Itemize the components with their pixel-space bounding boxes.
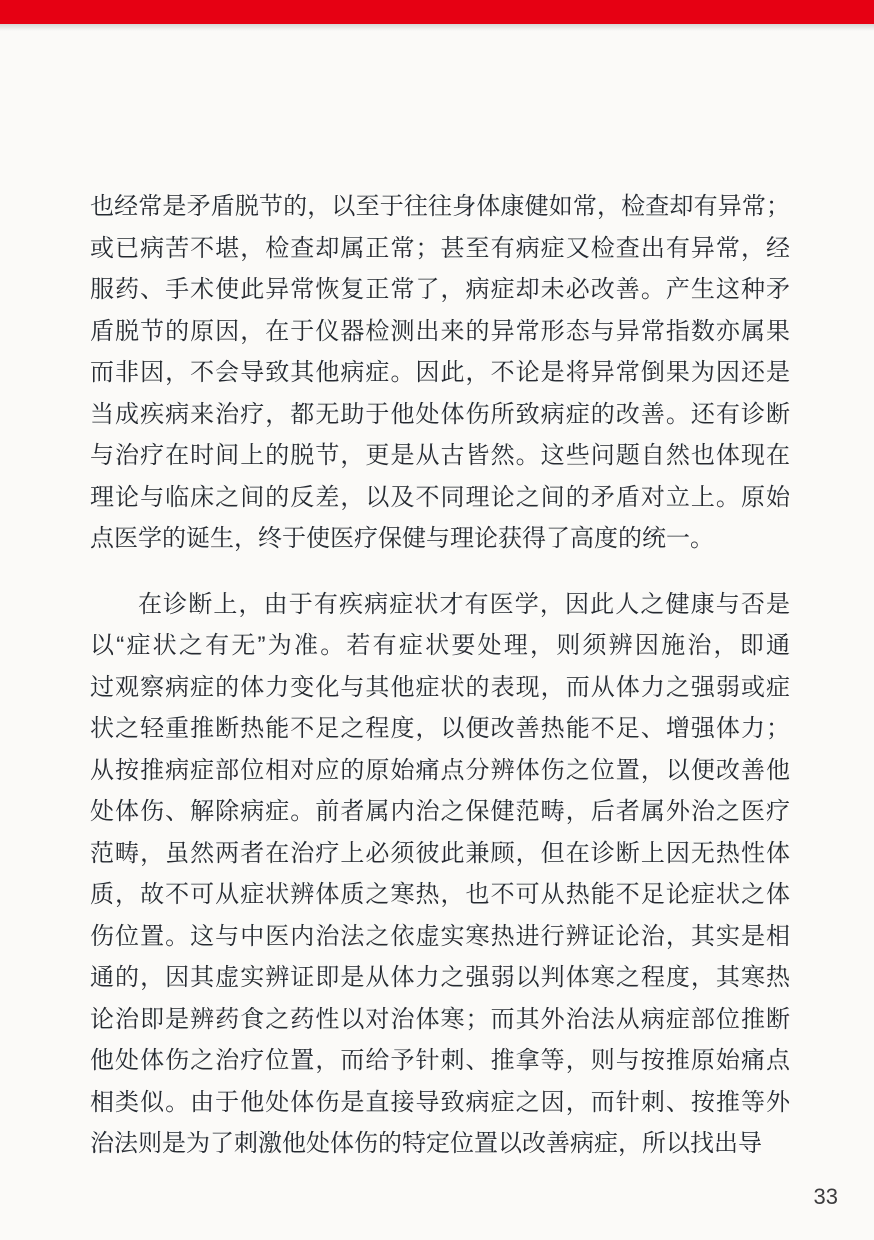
- text-line: 或已病苦不堪，检查却属正常；甚至有病症又检查出有异常，经: [90, 234, 790, 262]
- text-line: 范畴，虽然两者在治疗上必须彼此兼顾，但在诊断上因无热性体: [90, 839, 790, 867]
- paragraph: [90, 186, 790, 560]
- text-line: 状之轻重推断热能不足之程度，以便改善热能不足、增强体力；: [90, 715, 790, 742]
- text-line: 质，故不可从症状辨体质之寒热，也不可从热能不足论症状之体: [90, 881, 790, 908]
- text-line: 与治疗在时间上的脱节，更是从古皆然。这些问题自然也体现在: [90, 442, 790, 469]
- text-line: 伤位置。这与中医内治法之依虚实寒热进行辨证论治，其实是相: [90, 922, 790, 950]
- text-line: 点医学的诞生，终于使医疗保健与理论获得了高度的统一。: [90, 525, 714, 552]
- text-line: 以“症状之有无”为准。若有症状要处理，则须辨因施治，即通: [90, 632, 790, 659]
- page-content: [90, 186, 790, 1165]
- text-line: 理论与临床之间的反差，以及不同理论之间的矛盾对立上。原始: [90, 483, 790, 511]
- text-line: 过观察病症的体力变化与其他症状的表现，而从体力之强弱或症: [90, 673, 790, 701]
- text-line: 论治即是辨药食之药性以对治体寒；而其外治法从病症部位推断: [90, 1005, 790, 1033]
- text-line: 处体伤、解除病症。前者属内治之保健范畴，后者属外治之医疗: [90, 798, 790, 825]
- text-line: 在诊断上，由于有疾病症状才有医学，因此人之健康与否是: [138, 590, 790, 618]
- text-line: 也经常是矛盾脱节的，以至于往往身体康健如常，检查却有异常；: [90, 193, 790, 220]
- header-bar: [0, 0, 874, 24]
- text-line: 治法则是为了刺激他处体伤的特定位置以改善病症，所以找出导: [90, 1130, 762, 1157]
- text-line: 服药、手术使此异常恢复正常了，病症却未必改善。产生这种矛: [90, 276, 790, 303]
- text-line: 盾脱节的原因，在于仪器检测出来的异常形态与异常指数亦属果: [90, 317, 790, 345]
- text-line: 他处体伤之治疗位置，而给予针刺、推拿等，则与按推原始痛点: [90, 1047, 790, 1074]
- text-line: 而非因，不会导致其他病症。因此，不论是将异常倒果为因还是: [90, 359, 790, 386]
- text-line: 当成疾病来治疗，都无助于他处体伤所致病症的改善。还有诊断: [90, 400, 790, 428]
- text-line: 从按推病症部位相对应的原始痛点分辨体伤之位置，以便改善他: [90, 756, 790, 784]
- paragraph: [90, 584, 790, 1165]
- text-line: 相类似。由于他处体伤是直接导致病症之因，而针刺、按推等外: [90, 1088, 790, 1116]
- page-number: 33: [813, 1184, 838, 1209]
- text-line: 通的，因其虚实辨证即是从体力之强弱以判体寒之程度，其寒热: [90, 964, 790, 991]
